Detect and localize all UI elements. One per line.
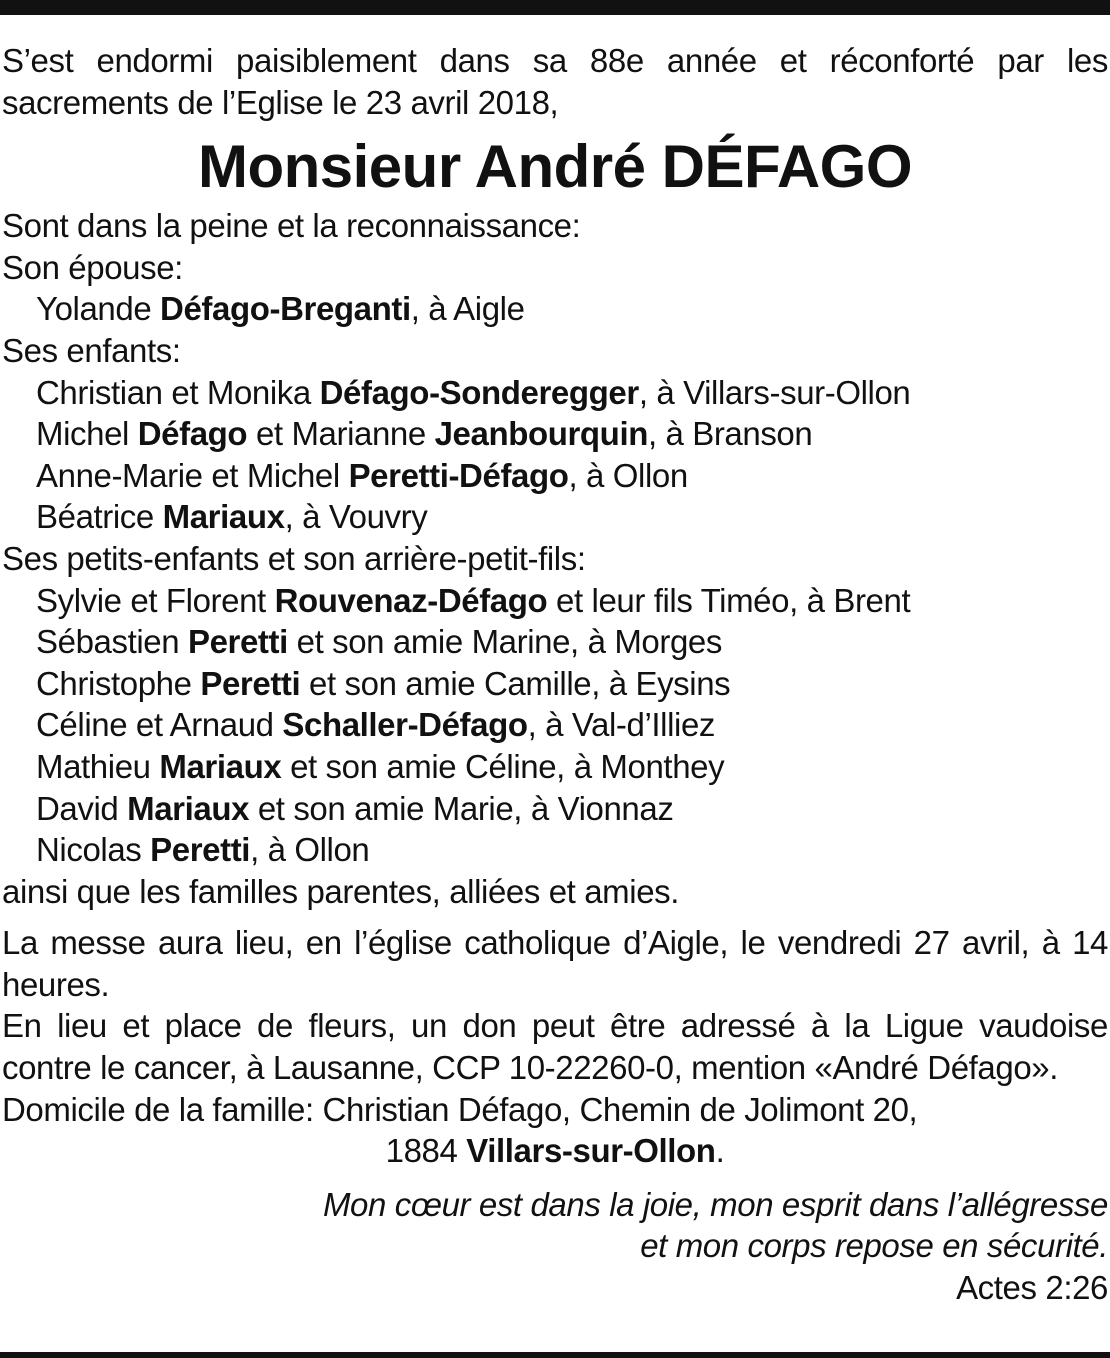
- grandchild-entry: Sébastien Peretti et son amie Marine, à Morges: [36, 623, 722, 661]
- deceased-name: Monsieur André DÉFAGO: [197, 133, 912, 201]
- grandchild-entry: Christophe Peretti et son amie Camille, à Eysins: [36, 664, 731, 702]
- domicile-address: Domicile de la famille: Christian Défago, Chemin de Jolimont 20,: [2, 1090, 918, 1128]
- verse-line-2: et mon corps repose en sécurité.: [640, 1227, 1108, 1265]
- notice-body: [2, 40, 1108, 1309]
- top-rule: [0, 0, 1110, 15]
- spouse-entry: Yolande Défago-Breganti, à Aigle: [36, 290, 525, 328]
- spouse-heading: Son épouse:: [2, 248, 183, 286]
- grandchild-entry: Sylvie et Florent Rouvenaz-Défago et leur fils Timéo, à Brent: [36, 581, 911, 619]
- domicile-town: 1884 Villars-sur-Ollon.: [385, 1132, 725, 1170]
- verse-line-1: Mon cœur est dans la joie, mon esprit dans l’allégresse: [322, 1185, 1108, 1223]
- child-entry: Anne-Marie et Michel Peretti-Défago, à Ollon: [36, 456, 688, 494]
- verse-reference: Actes 2:26: [956, 1269, 1108, 1307]
- intro-text: S’est endormi paisiblement dans sa 88e année et réconforté par les sacrements de l’Eglise le 23 avril 2018,: [2, 42, 1108, 121]
- grandchild-entry: David Mariaux et son amie Marie, à Vionnaz: [36, 789, 674, 827]
- children-heading: Ses enfants:: [2, 331, 181, 369]
- child-entry: Michel Défago et Marianne Jeanbourquin, à Branson: [36, 415, 813, 453]
- donation-info: En lieu et place de fleurs, un don peut être adressé à la Ligue vaudoise contre le cancer, à Lausanne, CCP 10-22260-0, mention «André Défago».: [2, 1007, 1108, 1087]
- child-entry: Béatrice Mariaux, à Vouvry: [36, 498, 428, 536]
- family-closing: ainsi que les familles parentes, alliées et amies.: [2, 872, 680, 910]
- grandchildren-heading: Ses petits-enfants et son arrière-petit-fils:: [2, 539, 586, 577]
- bottom-rule: [0, 1352, 1110, 1358]
- grandchild-entry: Nicolas Peretti, à Ollon: [36, 831, 370, 869]
- child-entry: Christian et Monika Défago-Sonderegger, à Villars-sur-Ollon: [36, 373, 911, 411]
- grandchild-entry: Céline et Arnaud Schaller-Défago, à Val-d’Illiez: [36, 706, 716, 744]
- family-heading: Sont dans la peine et la reconnaissance:: [2, 207, 581, 245]
- grandchild-entry: Mathieu Mariaux et son amie Céline, à Monthey: [36, 747, 725, 785]
- mass-info: La messe aura lieu, en l’église catholique d’Aigle, le vendredi 27 avril, à 14 heures.: [2, 924, 1108, 1003]
